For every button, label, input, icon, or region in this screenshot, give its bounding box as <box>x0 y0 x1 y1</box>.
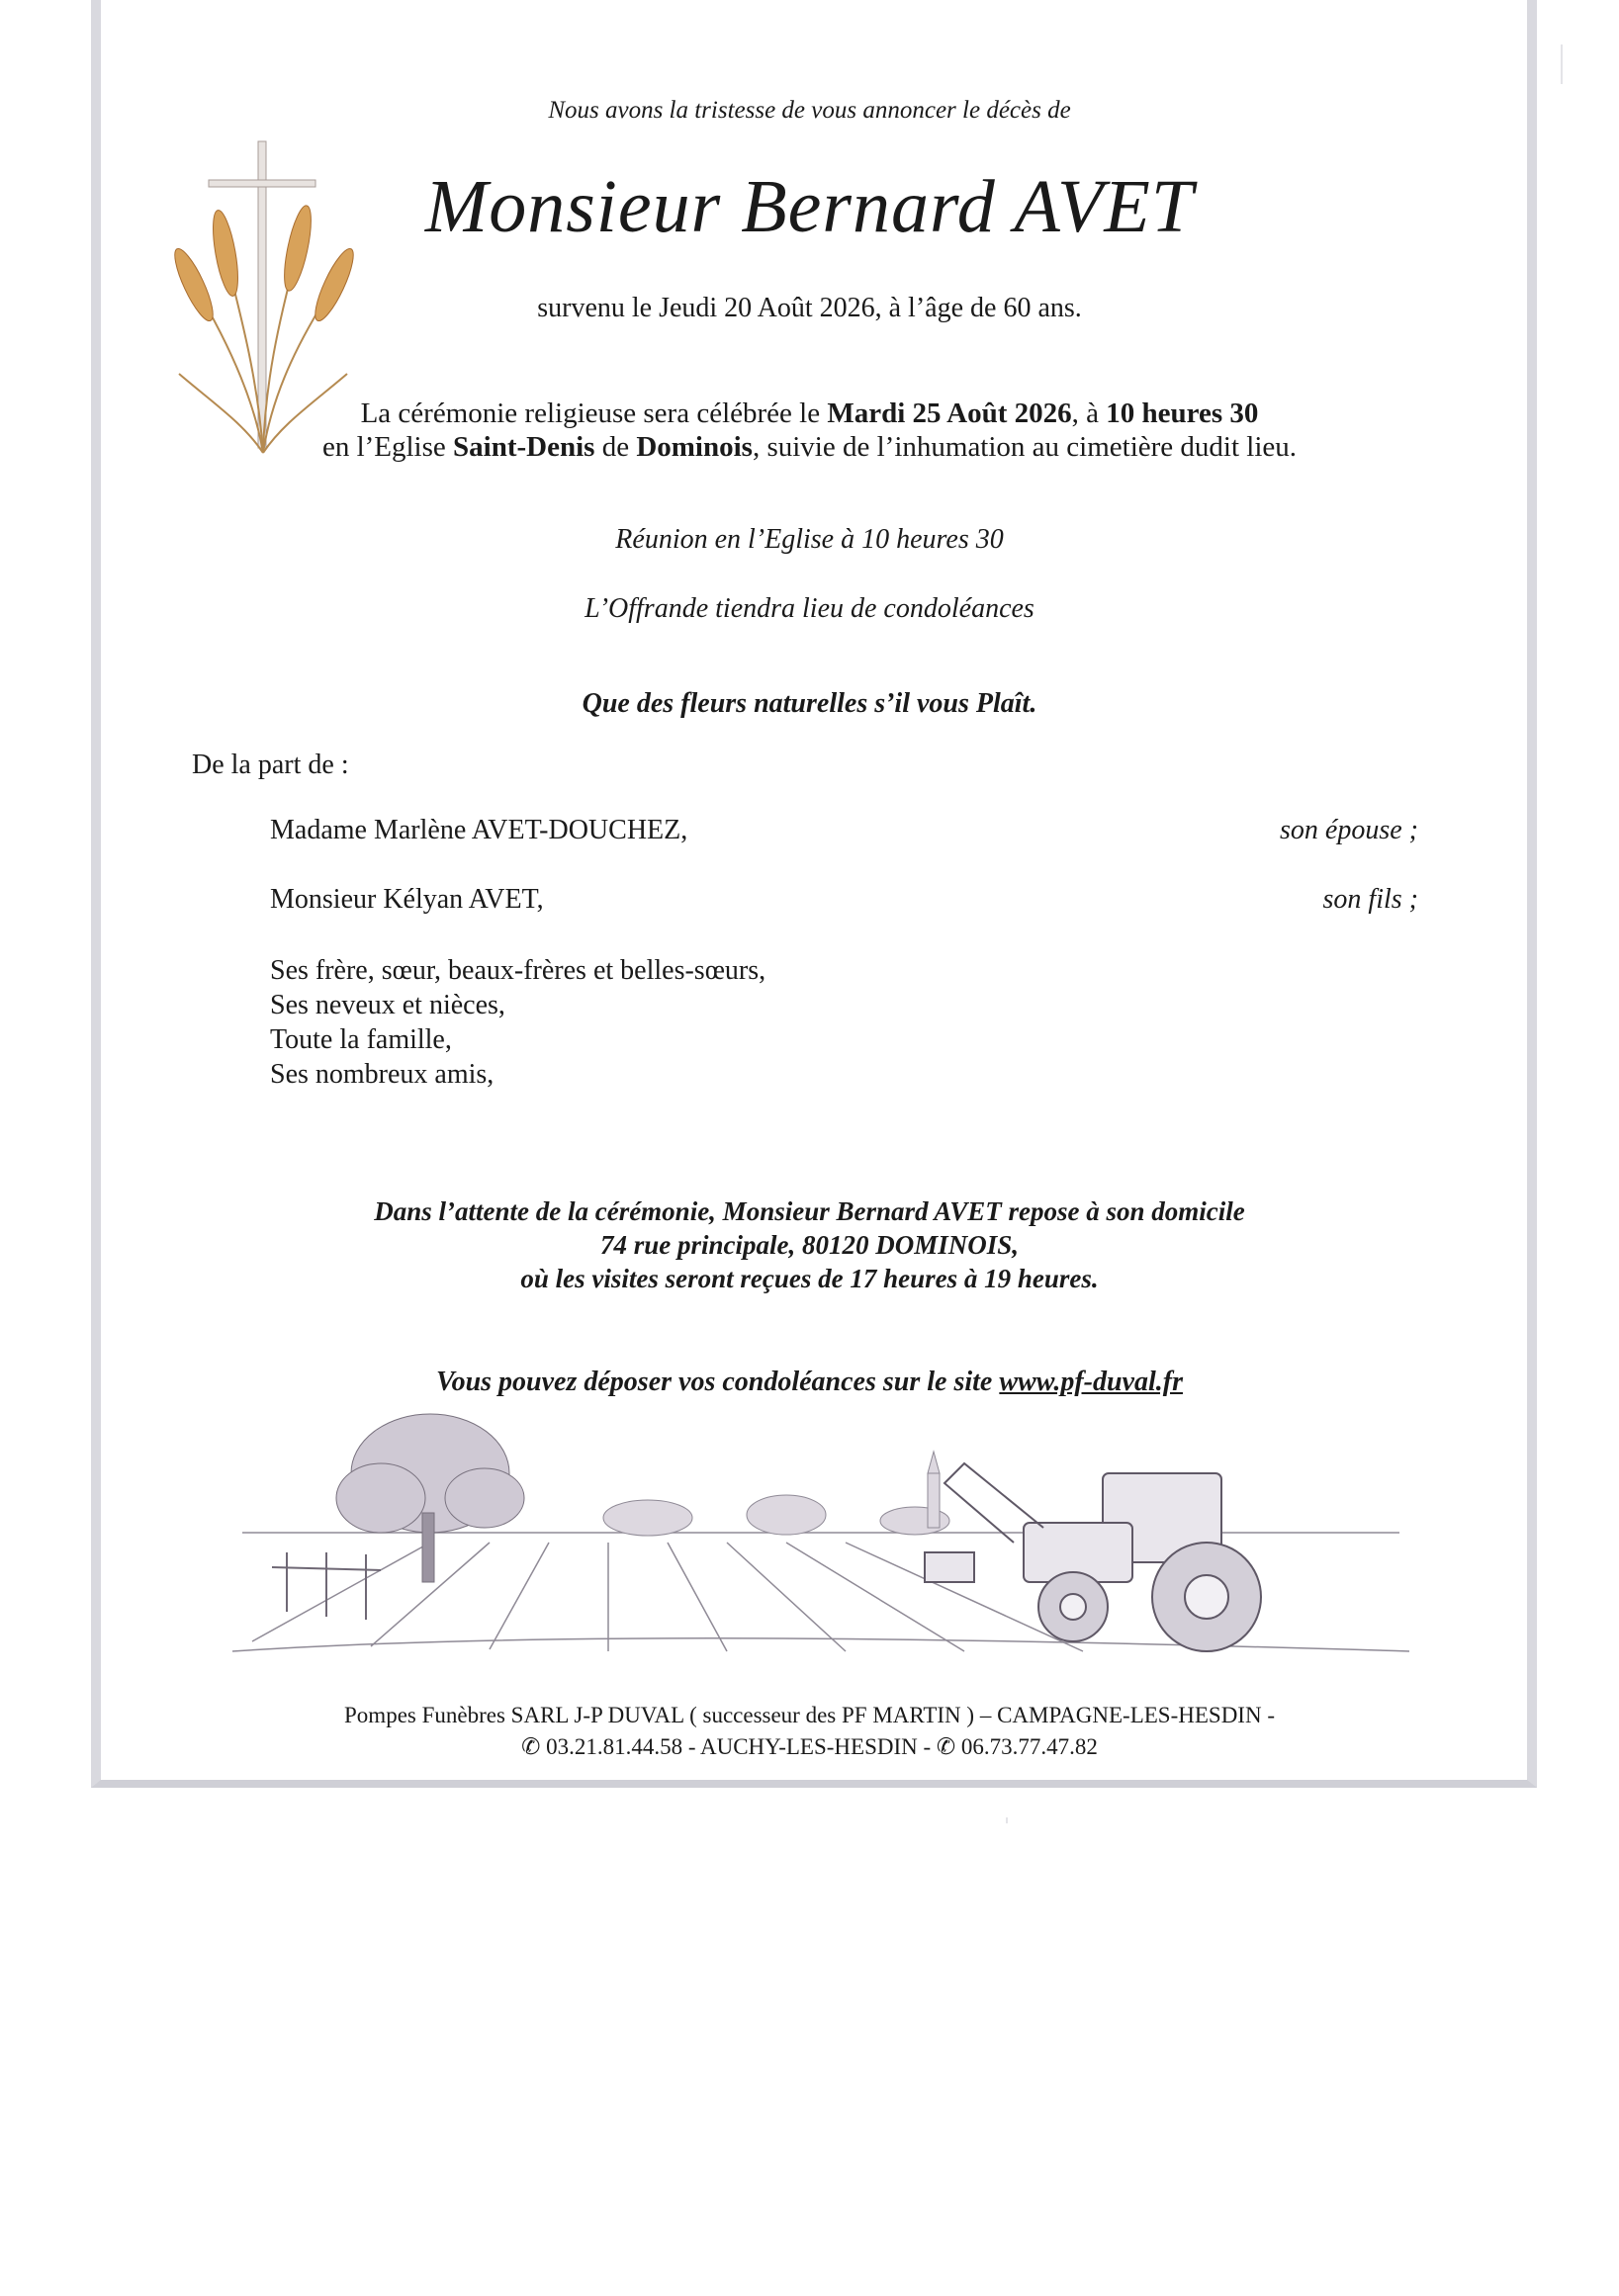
website-link[interactable]: www.pf-duval.fr <box>999 1367 1183 1397</box>
relatives-line: Toute la famille, <box>270 1024 452 1055</box>
relatives-line: Ses frère, sœur, beaux-frères et belles-sœurs, <box>270 955 766 986</box>
repose-line: 74 rue principale, 80120 DOMINOIS, <box>599 1230 1020 1260</box>
family-member-relation: son fils ; <box>1322 884 1418 915</box>
repose-line: où les visites seront reçues de 17 heures à 19 heures. <box>520 1264 1099 1293</box>
family-member-name: Monsieur Kélyan AVET, <box>270 884 544 915</box>
offrande-text: L’Offrande tiendra lieu de condoléances <box>585 593 1034 624</box>
relatives-line: Ses nombreux amis, <box>270 1059 495 1090</box>
relatives-line: Ses neveux et nièces, <box>270 990 505 1020</box>
fold-mark <box>1006 1817 1008 1823</box>
ceremony-line-2: en l’Eglise Saint-Denis de Dominois, suivie de l’inhumation au cimetière dudit lieu. <box>321 431 1298 463</box>
ceremony-line-1: La cérémonie religieuse sera célébrée le Mardi 25 Août 2026, à 10 heures 30 <box>360 397 1259 429</box>
intro-text: Nous avons la tristesse de vous annoncer le décès de <box>548 97 1071 124</box>
reunion-text: Réunion en l’Eglise à 10 heures 30 <box>615 524 1004 555</box>
countryside-tractor-illustration <box>232 1404 1409 1691</box>
deceased-name: Monsieur Bernard AVET <box>424 165 1195 248</box>
condolences-text: Vous pouvez déposer vos condoléances sur le site www.pf-duval.fr <box>436 1367 1183 1397</box>
fold-mark <box>1561 44 1563 84</box>
repose-line: Dans l’attente de la cérémonie, Monsieur Bernard AVET repose à son domicile <box>374 1196 1245 1226</box>
footer-company-line: Pompes Funèbres SARL J-P DUVAL ( successeur des PF MARTIN ) – CAMPAGNE-LES-HESDIN - <box>344 1703 1275 1727</box>
footer-phone-line: ✆ 03.21.81.44.58 - AUCHY-LES-HESDIN - ✆ 06.73.77.47.82 <box>521 1734 1098 1759</box>
death-date-line: survenu le Jeudi 20 Août 2026, à l’âge de 60 ans. <box>537 293 1082 323</box>
family-member-name: Madame Marlène AVET-DOUCHEZ, <box>270 815 688 845</box>
family-member-relation: son épouse ; <box>1280 815 1418 845</box>
de-la-part-label: De la part de : <box>192 750 349 780</box>
flowers-text: Que des fleurs naturelles s’il vous Plaît. <box>582 688 1037 719</box>
